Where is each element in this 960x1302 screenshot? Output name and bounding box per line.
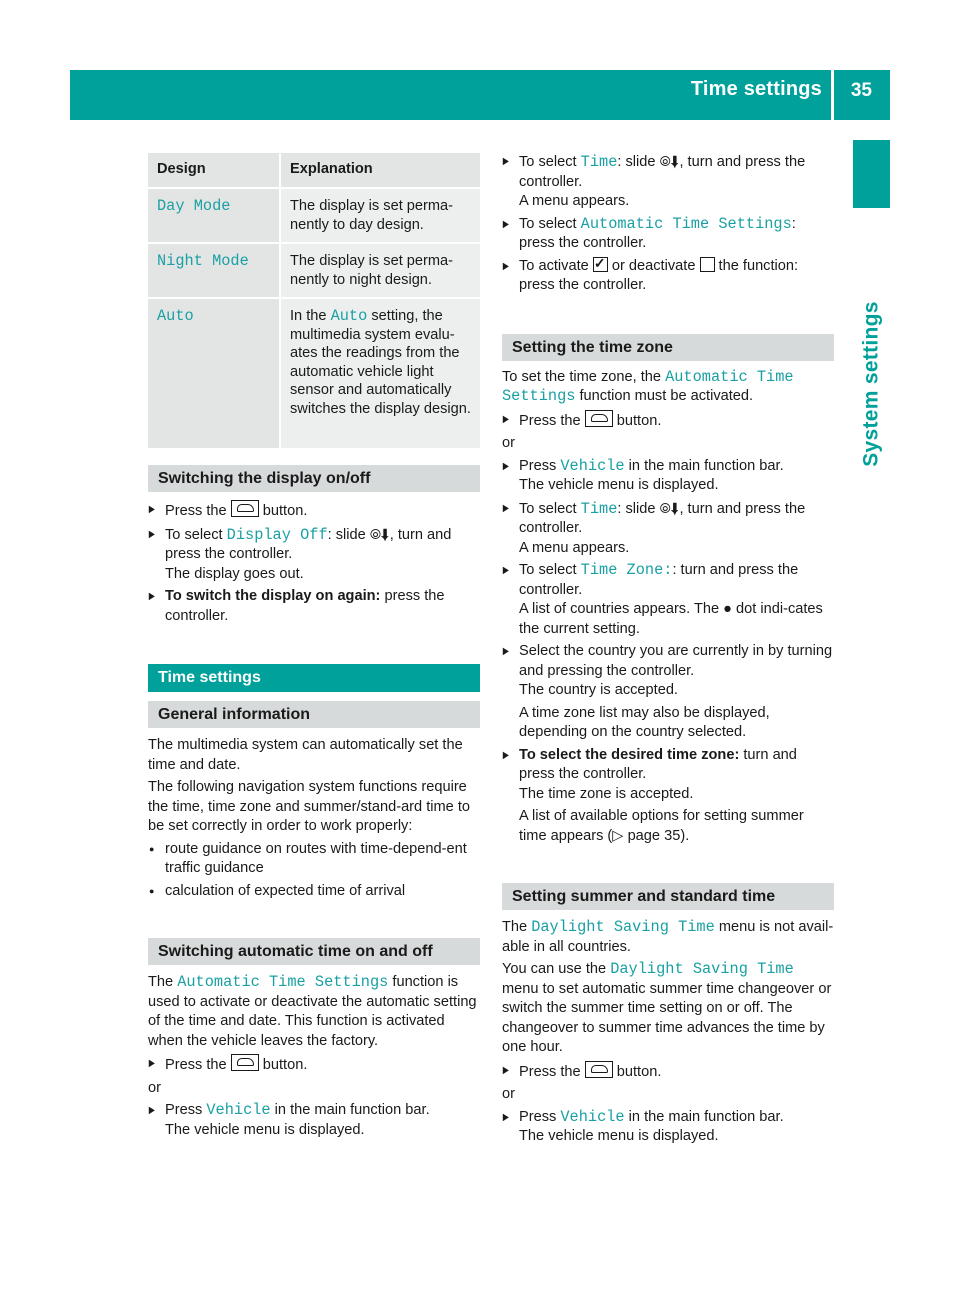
section-heading-display: Switching the display on/off	[148, 465, 480, 492]
step: ▶ Select the country you are currently in by turning and pressing the controller. The country is accepted. A time zone list may also be displayed, depending on the country selected.	[502, 642, 834, 743]
dot-icon: ●	[723, 601, 732, 617]
step: ▶ To select Automatic Time Settings: press the controller.	[502, 215, 834, 254]
step: ▶ To activate ✓ or deactivate the function: press the controller.	[502, 257, 834, 296]
step: ▶ Press the button.	[502, 410, 834, 432]
step: ▶ To select Time: slide ⦾⬇, turn and press the controller. A menu appears.	[502, 152, 834, 212]
table-row	[148, 299, 480, 450]
list-item: ● calculation of expected time of arrival	[148, 882, 480, 902]
header-divider	[831, 70, 834, 120]
step: ▶ To select Time: slide ⦾⬇, turn and press the controller. A menu appears.	[502, 499, 834, 559]
design-table	[148, 153, 480, 450]
left-column	[148, 465, 480, 1143]
paragraph: The Daylight Saving Time menu is not avail-able in all countries.	[502, 918, 834, 955]
design-value: Day Mode	[157, 197, 231, 215]
step: ▶ Press Vehicle in the main function bar. The vehicle menu is displayed.	[148, 1101, 480, 1140]
step: ▶ Press the button.	[148, 1054, 480, 1076]
step: ▶ To select the desired time zone: turn and press the controller. The time zone is accepted. A list of available options for setting summer time appears (▷ page 35).	[502, 746, 834, 847]
vehicle-button-icon	[585, 410, 613, 427]
controller-slide-icon: ⦾⬇	[369, 525, 390, 542]
section-heading-general: General information	[148, 701, 480, 728]
page-number: 35	[850, 80, 872, 101]
side-section-label: System settings	[859, 301, 883, 467]
step: ▶ To select Time Zone:: turn and press the controller. A list of countries appears. The ● dot indi-cates the current setting.	[502, 561, 834, 639]
explanation-cell: In the Auto setting, the multimedia system evalu-ates the readings from the automatic vehicle light sensor and automatically switches the display design.	[281, 299, 480, 450]
col-header-explanation: Explanation	[281, 153, 480, 189]
or-text: or	[502, 435, 515, 451]
col-header-design: Design	[148, 153, 281, 189]
checkbox-unchecked-icon	[700, 257, 715, 272]
design-value: Auto	[157, 307, 194, 325]
or-text: or	[148, 1079, 161, 1096]
paragraph: The following navigation system functions require the time, time zone and summer/stand-ard time to be set correctly in order to work properly:	[148, 779, 471, 834]
vehicle-button-icon	[585, 1061, 613, 1078]
vehicle-button-icon	[231, 500, 259, 517]
table-header-row	[148, 153, 480, 189]
step: ▶ Press the button.	[502, 1061, 834, 1083]
step: ▶ Press Vehicle in the main function bar. The vehicle menu is displayed.	[502, 457, 834, 496]
page-reference-link[interactable]: page 35	[627, 827, 681, 844]
step: ▶ To switch the display on again: press the controller.	[148, 587, 480, 626]
section-heading-auto-time: Switching automatic time on and off	[148, 938, 480, 965]
header-title: Time settings	[690, 78, 822, 100]
page-reference-icon: ▷	[612, 827, 628, 844]
paragraph: The multimedia system can automatically set the time and date.	[148, 737, 463, 773]
explanation-cell: The display is set perma-nently to night design.	[281, 244, 480, 299]
section-heading-summer-time: Setting summer and standard time	[502, 883, 834, 910]
step: ▶ Press Vehicle in the main function bar. The vehicle menu is displayed.	[502, 1108, 834, 1147]
explanation-cell: The display is set perma-nently to day design.	[281, 189, 480, 244]
right-column	[502, 152, 834, 1150]
step: ▶ To select Display Off: slide ⦾⬇, turn and press the controller. The display goes out.	[148, 525, 480, 585]
controller-slide-icon: ⦾⬇	[659, 499, 680, 516]
controller-slide-icon: ⦾⬇	[659, 153, 680, 169]
side-tab	[853, 140, 890, 208]
step: ▶ Press the button.	[148, 500, 480, 522]
section-heading-time-settings: Time settings	[148, 664, 480, 692]
or-text: or	[502, 1086, 515, 1102]
paragraph: The Automatic Time Settings function is used to activate or deactivate the automatic setting of the time and date. This function is activated when the vehicle leaves the factory.	[148, 973, 477, 1049]
table-row	[148, 189, 480, 244]
table-row	[148, 244, 480, 299]
design-value: Night Mode	[157, 252, 249, 270]
page-header	[70, 70, 890, 120]
paragraph: To set the time zone, the Automatic Time Settings function must be activated.	[502, 367, 794, 405]
paragraph: You can use the Daylight Saving Time menu to set automatic summer time changeover or switch the summer time setting on or off. The changeover to summer time advances the time by one hour.	[502, 960, 832, 1055]
list-item: ● route guidance on routes with time-depend-ent traffic guidance	[148, 840, 480, 879]
vehicle-button-icon	[231, 1054, 259, 1071]
checkbox-checked-icon	[593, 257, 608, 272]
section-heading-time-zone: Setting the time zone	[502, 334, 834, 361]
